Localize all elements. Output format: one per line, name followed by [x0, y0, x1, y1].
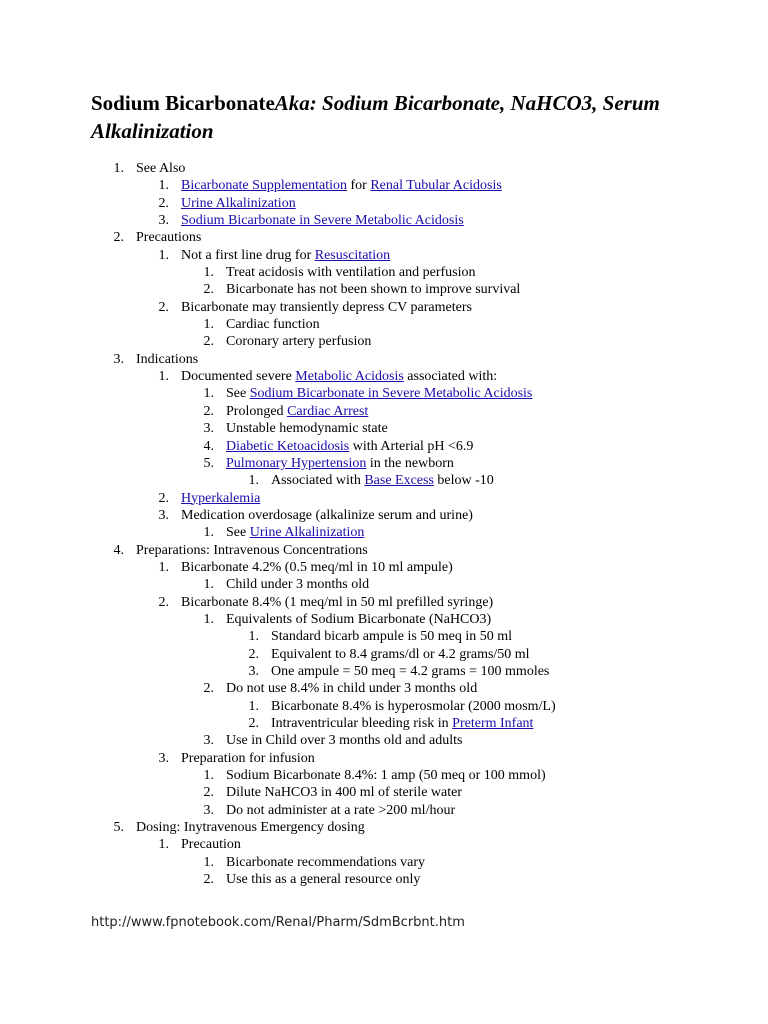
- outline-item-text: [271, 698, 556, 715]
- item-text: Bicarbonate may transiently depress CV parameters: [181, 299, 472, 315]
- outline-item-number: 1.: [248, 473, 259, 489]
- outline-item-number: 1.: [203, 317, 214, 333]
- outline-item: [0, 594, 768, 611]
- outline-item: [0, 802, 768, 819]
- outline-item-number: 1.: [158, 559, 169, 575]
- outline-item: [0, 646, 768, 663]
- outline-item-text: [226, 455, 454, 472]
- outline-list: [0, 160, 768, 888]
- outline-item-number: 2.: [158, 299, 169, 315]
- item-text: with Arterial pH <6.9: [349, 438, 474, 454]
- item-text: Preparations: Intravenous Concentrations: [136, 542, 368, 558]
- item-text: Intraventricular bleeding risk in: [271, 716, 453, 731]
- outline-item: [0, 455, 768, 472]
- item-text: Indications: [136, 351, 199, 367]
- outline-item-number: 2.: [158, 594, 169, 610]
- outline-item: [0, 663, 768, 680]
- outline-item: [0, 507, 768, 524]
- outline-item-number: 1.: [203, 854, 214, 870]
- outline-item-text: [226, 403, 368, 420]
- outline-item-text: [226, 281, 520, 298]
- topic-link[interactable]: Pulmonary Hypertension: [226, 455, 367, 471]
- outline-item: [0, 767, 768, 784]
- item-text: in the newborn: [366, 455, 454, 471]
- outline-item: [0, 490, 768, 507]
- outline-item: [0, 281, 768, 298]
- item-text: Prolonged: [226, 403, 288, 419]
- outline-item-number: 1.: [158, 178, 169, 194]
- outline-item-number: 5.: [113, 820, 124, 836]
- outline-item-text: [181, 212, 464, 229]
- item-text: Coronary artery perfusion: [226, 334, 372, 350]
- outline-item: [0, 299, 768, 316]
- outline-item-number: 1.: [248, 629, 259, 645]
- item-text: Standard bicarb ampule is 50 meq in 50 ml: [271, 629, 513, 645]
- outline-item: [0, 177, 768, 194]
- outline-item-text: [226, 333, 371, 350]
- outline-item: [0, 750, 768, 767]
- outline-item-text: [226, 871, 420, 888]
- outline-item-number: 2.: [203, 872, 214, 888]
- outline-item-number: 3.: [113, 351, 124, 367]
- item-text: See Also: [136, 161, 186, 176]
- outline-item: [0, 212, 768, 229]
- outline-item-number: 2.: [203, 403, 214, 419]
- outline-item: [0, 351, 768, 368]
- item-text: Dilute NaHCO3 in 400 ml of sterile water: [226, 785, 463, 801]
- outline-item-number: 2.: [203, 681, 214, 697]
- outline-item: [0, 784, 768, 801]
- outline-item: [0, 385, 768, 402]
- item-text: Bicarbonate 8.4% (1 meq/ml in 50 ml prefilled syringe): [181, 594, 494, 610]
- outline-item-text: [226, 611, 491, 628]
- outline-item: [0, 871, 768, 888]
- outline-item: [0, 403, 768, 420]
- outline-item-number: 3.: [158, 213, 169, 229]
- outline-item-number: 3.: [203, 802, 214, 818]
- outline-item: [0, 611, 768, 628]
- outline-item: [0, 559, 768, 576]
- item-text: Bicarbonate has not been shown to improve survival: [226, 282, 521, 298]
- item-text: Dosing: Inytravenous Emergency dosing: [136, 820, 365, 836]
- page-title: [91, 89, 731, 145]
- outline-item-text: [226, 576, 369, 593]
- outline-item-number: 3.: [203, 733, 214, 749]
- item-text: associated with:: [403, 369, 498, 385]
- outline-item-text: [271, 628, 512, 645]
- outline-item-number: 2.: [248, 646, 259, 662]
- topic-link[interactable]: Base Excess: [364, 473, 434, 489]
- outline-item: [0, 316, 768, 333]
- topic-link[interactable]: Diabetic Ketoacidosis: [226, 438, 350, 454]
- outline-item-text: [136, 351, 198, 368]
- outline-item: [0, 264, 768, 281]
- outline-item-number: 3.: [248, 663, 259, 679]
- outline-item-number: 3.: [158, 507, 169, 523]
- outline-item-number: 3.: [158, 750, 169, 766]
- topic-link[interactable]: Metabolic Acidosis: [295, 369, 404, 385]
- outline-item-text: [226, 524, 364, 541]
- outline-item: [0, 698, 768, 715]
- outline-item-number: 1.: [113, 161, 124, 176]
- outline-item-text: [181, 750, 315, 767]
- outline-item-text: [271, 715, 533, 732]
- outline-item: [0, 333, 768, 350]
- item-text: See: [226, 386, 250, 402]
- outline-item-text: [181, 177, 502, 194]
- outline-item-text: [181, 507, 473, 524]
- outline-item-text: [181, 368, 497, 385]
- outline-item-text: [181, 299, 472, 316]
- item-text: Bicarbonate 4.2% (0.5 meq/ml in 10 ml ampule): [181, 559, 453, 575]
- topic-link[interactable]: Sodium Bicarbonate in Severe Metabolic Acidosis: [249, 386, 533, 402]
- outline-item-text: [226, 385, 532, 402]
- outline-item-text: [226, 854, 425, 871]
- outline-item-number: 1.: [158, 369, 169, 385]
- outline-item: [0, 854, 768, 871]
- outline-item: [0, 819, 768, 836]
- outline-item-number: 2.: [113, 230, 124, 246]
- outline-item-text: [181, 594, 493, 611]
- outline-item-text: [181, 490, 260, 507]
- item-text: below -10: [433, 473, 494, 489]
- outline-item-number: 4.: [203, 438, 214, 454]
- item-text: Equivalent to 8.4 grams/dl or 4.2 grams/50 ml: [271, 646, 530, 662]
- outline-item-text: [136, 160, 185, 177]
- item-text: Precautions: [136, 230, 202, 246]
- outline-item-number: 1.: [203, 611, 214, 627]
- item-text: Associated with: [271, 473, 365, 489]
- outline-item: [0, 680, 768, 697]
- outline-item: [0, 576, 768, 593]
- outline-item-text: [226, 784, 462, 801]
- outline-item-text: [136, 229, 201, 246]
- outline-item-text: [271, 472, 494, 489]
- item-text: Do not administer at a rate >200 ml/hour: [226, 802, 456, 818]
- outline-item-number: 2.: [203, 334, 214, 350]
- outline-item-number: 2.: [203, 785, 214, 801]
- outline-item-number: 5.: [203, 455, 214, 471]
- topic-link[interactable]: Bicarbonate Supplementation: [181, 178, 348, 194]
- item-text: Bicarbonate recommendations vary: [226, 854, 426, 870]
- topic-link[interactable]: Renal Tubular Acidosis: [370, 178, 502, 194]
- outline-item: [0, 368, 768, 385]
- outline-item-number: 2.: [158, 490, 169, 506]
- outline-item-text: [136, 542, 368, 559]
- item-text: Medication overdosage (alkalinize serum and urine): [181, 507, 473, 523]
- outline-item-number: 4.: [113, 542, 124, 558]
- outline-item: [0, 715, 768, 732]
- outline-item: [0, 420, 768, 437]
- item-text: One ampule = 50 meq = 4.2 grams = 100 mmoles: [271, 663, 550, 679]
- outline-item: [0, 195, 768, 212]
- topic-link[interactable]: Sodium Bicarbonate in Severe Metabolic Acidosis: [181, 213, 464, 229]
- outline-item-text: [271, 663, 549, 680]
- outline-item-text: [181, 195, 296, 212]
- outline-item-text: [271, 646, 530, 663]
- outline-item-text: [226, 420, 388, 437]
- item-text: Preparation for infusion: [181, 750, 315, 766]
- outline-item-text: [226, 264, 476, 281]
- item-text: Use this as a general resource only: [226, 872, 421, 888]
- outline-item-number: 2.: [248, 716, 259, 731]
- item-text: Bicarbonate 8.4% is hyperosmolar (2000 mosm/L): [271, 698, 556, 714]
- item-text: Unstable hemodynamic state: [226, 421, 388, 437]
- title-main: Sodium Bicarbonate: [91, 91, 275, 115]
- source-url: http://www.fpnotebook.com/Renal/Pharm/SdmBcrbnt.htm: [91, 915, 465, 930]
- outline-item-text: [181, 836, 241, 853]
- item-text: See: [226, 525, 250, 541]
- outline-item: [0, 524, 768, 541]
- outline-item-number: 1.: [203, 525, 214, 541]
- outline-item: [0, 229, 768, 246]
- outline-item-number: 1.: [158, 837, 169, 853]
- outline-item-number: 1.: [203, 265, 214, 281]
- title-aka: Aka: Sodium Bicarbonate, NaHCO3, Serum Alkalinization: [91, 91, 660, 143]
- outline-item-number: 1.: [203, 386, 214, 402]
- outline-item-number: 1.: [248, 698, 259, 714]
- outline-item-text: [226, 438, 473, 455]
- item-text: Cardiac function: [226, 317, 320, 333]
- outline-item: [0, 542, 768, 559]
- outline-item-text: [226, 680, 477, 697]
- outline-item: [0, 836, 768, 853]
- item-text: Precaution: [181, 837, 241, 853]
- topic-link[interactable]: Hyperkalemia: [181, 490, 261, 506]
- item-text: Sodium Bicarbonate 8.4%: 1 amp (50 meq or 100 mmol): [226, 768, 546, 784]
- item-text: Do not use 8.4% in child under 3 months old: [226, 681, 478, 697]
- outline-item: [0, 247, 768, 264]
- outline-item-number: 1.: [203, 768, 214, 784]
- outline-item-text: [226, 802, 455, 819]
- outline-item-text: [226, 316, 320, 333]
- topic-link[interactable]: Urine Alkalinization: [249, 525, 365, 541]
- outline-item-number: 2.: [158, 195, 169, 211]
- outline-item-text: [226, 732, 462, 749]
- outline-item: [0, 160, 768, 177]
- topic-link[interactable]: Cardiac Arrest: [287, 403, 369, 419]
- outline-item: [0, 732, 768, 749]
- outline-item: [0, 628, 768, 645]
- item-text: Child under 3 months old: [226, 577, 370, 593]
- outline-item-number: 1.: [203, 577, 214, 593]
- outline-item: [0, 472, 768, 489]
- outline-item-text: [181, 247, 390, 264]
- outline-item-number: 1.: [158, 247, 169, 263]
- item-text: Documented severe: [181, 369, 296, 385]
- item-text: Not a first line drug for: [181, 247, 315, 263]
- outline-item-text: [181, 559, 453, 576]
- outline-item-text: [226, 767, 546, 784]
- outline-item: [0, 438, 768, 455]
- topic-link[interactable]: Urine Alkalinization: [181, 195, 296, 211]
- item-text: for: [347, 178, 371, 194]
- outline-item-text: [136, 819, 365, 836]
- item-text: Use in Child over 3 months old and adults: [226, 733, 463, 749]
- topic-link[interactable]: Resuscitation: [314, 247, 391, 263]
- outline-item-number: 2.: [203, 282, 214, 298]
- item-text: Treat acidosis with ventilation and perfusion: [226, 265, 476, 281]
- item-text: Equivalents of Sodium Bicarbonate (NaHCO3): [226, 611, 492, 627]
- topic-link[interactable]: Preterm Infant: [452, 716, 534, 731]
- outline-item-number: 3.: [203, 421, 214, 437]
